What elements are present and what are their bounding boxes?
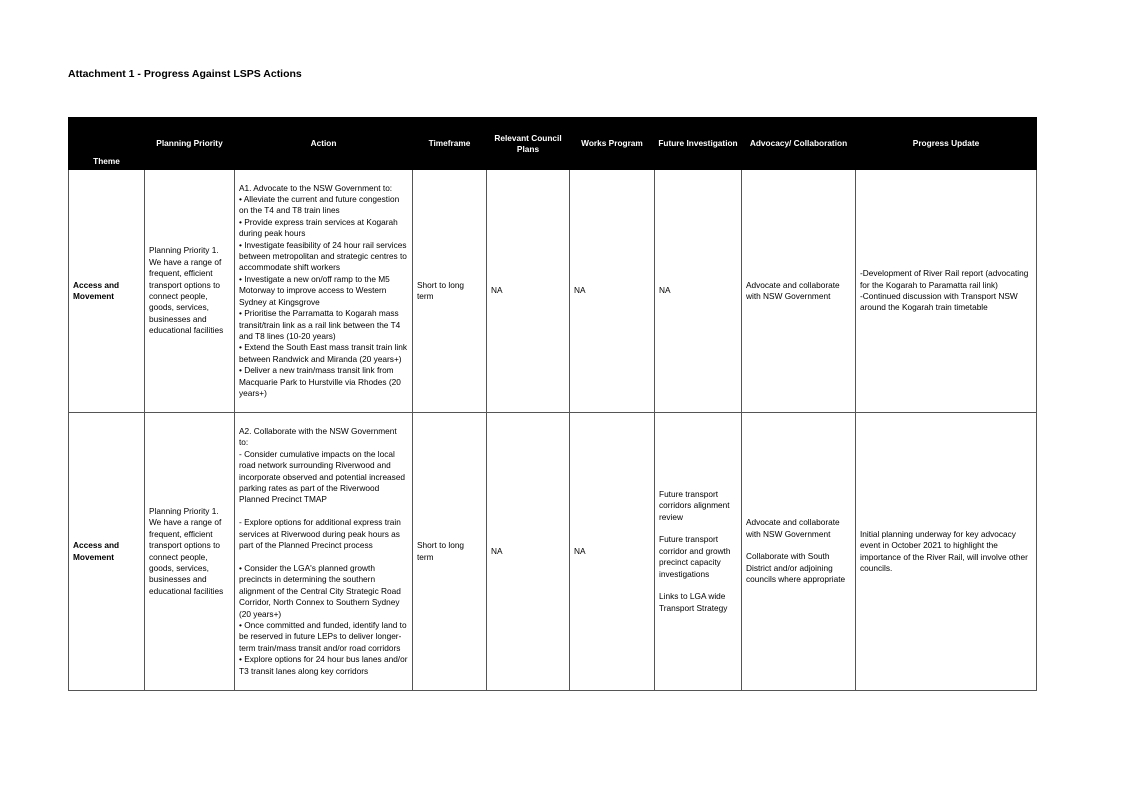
header-planning-priority: Planning Priority <box>145 118 235 170</box>
works-program-cell: NA <box>570 170 655 413</box>
header-relevant-council-plans: Relevant Council Plans <box>487 118 570 170</box>
relevant-council-plans-cell: NA <box>487 413 570 691</box>
advocacy-collaboration-cell <box>742 413 856 691</box>
timeframe-cell: Short to long term <box>413 413 487 691</box>
cell-line: - Consider cumulative impacts on the local road network surrounding Riverwood and incorporate observed and potential increased parking rates as part of the Riverwood Planned Precinct TMAP <box>239 448 406 505</box>
cell-line: • Explore options for 24 hour bus lanes and/or T3 transit lanes along key corridors <box>239 654 408 676</box>
header-progress-update: Progress Update <box>856 118 1037 170</box>
action-cell <box>235 170 413 413</box>
future-investigation-cell <box>655 170 742 413</box>
cell-line: Future transport corridors alignment review <box>659 488 730 522</box>
cell-line: A2. Collaborate with the NSW Government to: <box>239 426 397 448</box>
cell-line: NA <box>659 285 671 296</box>
planning-priority-cell: Planning Priority 1. We have a range of frequent, efficient transport options to connect people, goods, services, businesses and educational facilities <box>145 413 235 691</box>
timeframe-cell: Short to long term <box>413 170 487 413</box>
cell-line: Links to LGA wide Transport Strategy <box>659 591 728 613</box>
spacer <box>746 540 851 551</box>
header-future-investigation: Future Investigation <box>655 118 742 170</box>
action-cell <box>235 413 413 691</box>
cell-line: • Consider the LGA's planned growth precincts in determining the southern alignment of the Central City Strategic Road Corridor, North Connex to Southern Sydney (20 years+) <box>239 562 401 619</box>
header-theme: Theme <box>69 118 145 170</box>
table-row <box>69 413 1037 691</box>
cell-line: -Continued discussion with Transport NSW around the Kogarah train timetable <box>860 291 1018 313</box>
cell-line: • Once committed and funded, identify land to be reserved in future LEPs to deliver longer-term train/mass transit and/or road corridors <box>239 619 407 653</box>
cell-line: - Explore options for additional express train services at Riverwood during peak hours as part of the Planned Precinct process <box>239 517 401 551</box>
cell-line: • Deliver a new train/mass transit link from Macquarie Park to Hurstville via Rhodes (20 years+) <box>239 365 401 398</box>
table-header-row <box>69 118 1037 170</box>
progress-update-cell <box>856 413 1037 691</box>
cell-line: • Prioritise the Parramatta to Kogarah mass transit/train link as a rail link between the T4 and T8 lines (10-20 years) <box>239 308 401 341</box>
spacer <box>239 552 408 563</box>
spacer <box>659 580 737 591</box>
header-action: Action <box>235 118 413 170</box>
spacer <box>659 523 737 534</box>
cell-line: Advocate and collaborate with NSW Government <box>746 517 840 539</box>
header-works-program: Works Program <box>570 118 655 170</box>
advocacy-collaboration-cell <box>742 170 856 413</box>
cell-line: • Investigate a new on/off ramp to the M5 Motorway to improve access to Western Sydney at Kingsgrove <box>239 273 390 307</box>
cell-line: • Investigate feasibility of 24 hour rail services between metropolitan and strategic centres to accommodate shift workers <box>239 239 407 273</box>
relevant-council-plans-cell: NA <box>487 170 570 413</box>
cell-line: Future transport corridor and growth precinct capacity investigations <box>659 534 731 579</box>
cell-line: • Extend the South East mass transit train link between Randwick and Miranda (20 years+) <box>239 342 407 364</box>
table-row <box>69 170 1037 413</box>
cell-line: • Provide express train services at Kogarah during peak hours <box>239 216 398 239</box>
theme-cell: Access and Movement <box>69 170 145 413</box>
spacer <box>239 506 408 517</box>
cell-line: A1. Advocate to the NSW Government to: <box>239 182 393 193</box>
document-title: Attachment 1 - Progress Against LSPS Actions <box>68 68 302 80</box>
header-advocacy-collaboration: Advocacy/ Collaboration <box>742 118 856 170</box>
planning-priority-cell: Planning Priority 1. We have a range of frequent, efficient transport options to connect people, goods, services, businesses and educational facilities <box>145 170 235 413</box>
cell-line: Initial planning underway for key advocacy event in October 2021 to highlight the importance of the River Rail, will involve other councils. <box>860 528 1028 573</box>
cell-line: -Development of River Rail report (advocating for the Kogarah to Paramatta rail link) <box>860 268 1029 290</box>
lsps-progress-table <box>68 117 1037 691</box>
header-timeframe: Timeframe <box>413 118 487 170</box>
cell-line: Collaborate with South District and/or adjoining councils where appropriate <box>746 551 846 585</box>
works-program-cell: NA <box>570 413 655 691</box>
cell-line: • Alleviate the current and future congestion on the T4 and T8 train lines <box>239 194 400 216</box>
cell-line: Advocate and collaborate with NSW Government <box>746 279 840 301</box>
future-investigation-cell <box>655 413 742 691</box>
theme-cell: Access and Movement <box>69 413 145 691</box>
progress-update-cell <box>856 170 1037 413</box>
